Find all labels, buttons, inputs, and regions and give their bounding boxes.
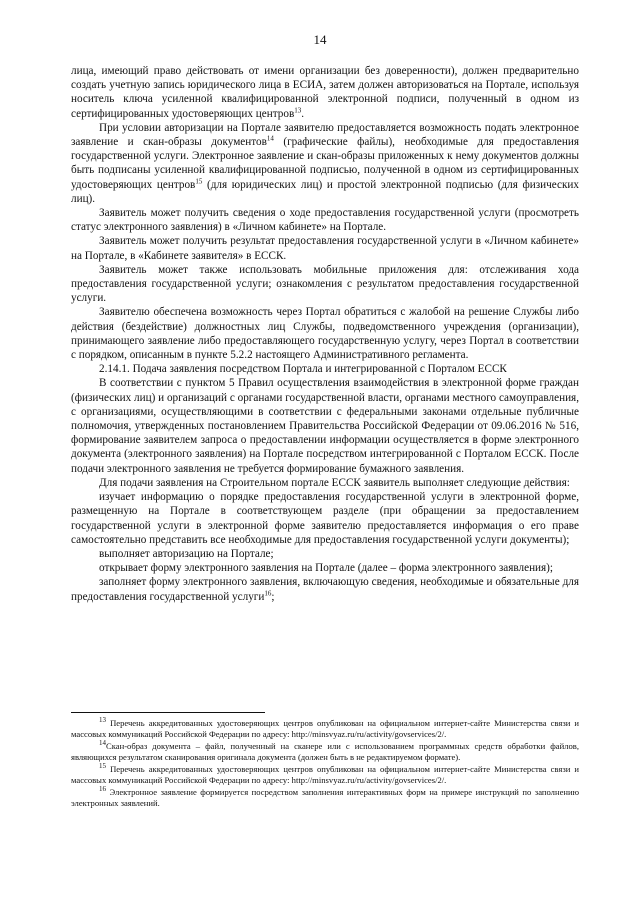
footnote-ref: 13 — [294, 105, 302, 114]
footnote-ref: 16 — [264, 588, 272, 597]
footnote-number: 15 — [99, 762, 106, 771]
page-number: 14 — [313, 32, 327, 47]
footnote-ref: 14 — [266, 134, 274, 143]
paragraph: Заявитель может получить сведения о ходе предоставления государственной услуги (просмотреть статус электронного заявления) в «Личном кабинете» на Портале. — [71, 207, 579, 234]
footnote: $^{16}$ Электронное заявление формируется посредством заполнения интерактивных форм на примере инструкций по заполнению электронных заявлений. — [71, 785, 579, 808]
paragraph: лица, имеющий право действовать от имени организации без доверенности), должен предварительно создать учетную запись юридического лица в ЕСИА, затем должен авторизоваться на Портале, используя носитель ключа усиленной квалифицированной электронной подписи, полученный в одном из сертифицированных удостоверяющих центров$^{13}$. — [71, 65, 579, 120]
list-item: изучает информацию о порядке предоставления государственной услуги в электронной форме, размещенную на Портале в соответствующем разделе (при обращении за предоставлением государственной услуги в электронной форме заявителю предоставляется информация о его праве самостоятельно представить все необходимые для предоставления государственной услуги документы); — [71, 491, 579, 546]
footnote: $^{13}$ Перечень аккредитованных удостоверяющих центров опубликован на официальном интернет-сайте Министерства связи и массовых коммуникаций Российской Федерации по адресу: http://minsvyaz.ru/ru/activity/govservices/2/. — [71, 716, 579, 739]
paragraph: Заявитель может также использовать мобильные приложения для: отслеживания хода предоставления государственной услуги; ознакомления с результатом предоставления государственной услуги. — [71, 263, 579, 305]
footnote: $^{14}$Скан-образ документа – файл, полученный на сканере или с использованием программных средств обработки файлов, являющихся результатом сканирования оригинала документа (должен быть в не редактируемом формате). — [71, 739, 579, 762]
list-item: выполняет авторизацию на Портале; — [99, 547, 274, 560]
footnote-number: 16 — [99, 785, 106, 794]
paragraph: При условии авторизации на Портале заявителю предоставляется возможность подать электронное заявление и скан-образы документов$^{14}$ (графические файлы), необходимые для предоставления государственной услуги. Электронное заявление и скан-образы приложенных к нему документов должны быть подписаны усиленной квалифицированной подписью, полученной в одном из сертифицированных удостоверяющих центров$^{15}$ (для юридических лиц) и простой электронной подписью (для физических лиц). — [71, 121, 580, 205]
list-item: заполняет форму электронного заявления, включающую сведения, необходимые и обязательные для предоставления государственной услуги$^{16}$; — [71, 576, 579, 603]
footnotes — [71, 718, 579, 810]
section-heading: 2.14.1. Подача заявления посредством Портала и интегрированной с Порталом ЕССК — [99, 363, 507, 376]
paragraph: В соответствии с пунктом 5 Правил осуществления взаимодействия в электронной форме граждан (физических лиц) и организаций с органами государственной власти, органами местного самоуправления, с организациями, осуществляющими в соответствии с федеральными законами отдельные публичные полномочия, утвержденных постановлением Правительства Российской Федерации от 09.06.2016 № 516, формирование заявителем запроса о предоставлении информации осуществляется в форме электронного документа (электронного заявления) на Портале посредством интегрированной с Порталом ЕССК. После подачи электронного заявления не требуется формирование бумажного заявления. — [71, 377, 579, 475]
footnote-number: 14 — [99, 739, 106, 748]
footnote: $^{15}$ Перечень аккредитованных удостоверяющих центров опубликован на официальном интернет-сайте Министерства связи и массовых коммуникаций Российской Федерации по адресу: http://minsvyaz.ru/ru/activity/govservices/2/. — [71, 762, 579, 785]
paragraph: Для подачи заявления на Строительном портале ЕССК заявитель выполняет следующие действия: — [99, 476, 570, 489]
footnote-separator — [71, 712, 265, 713]
paragraph: Заявителю обеспечена возможность через Портал обратиться с жалобой на решение Службы либо действия (бездействие) должностных лиц Службы, подведомственного учреждения (организации), принимающего заявление либо предоставляющего государственную услугу, через Портал в соответствии с порядком, описанным в пункте 5.2.2 настоящего Административного регламента. — [71, 306, 579, 362]
paragraph: Заявитель может получить результат предоставления государственной услуги в «Личном кабинете» на Портале, в «Кабинете заявителя» в ЕССК. — [71, 235, 579, 262]
footnote-number: 13 — [99, 716, 106, 725]
footnote-ref: 15 — [195, 176, 203, 185]
document-body — [71, 64, 579, 604]
list-item: открывает форму электронного заявления на Портале (далее – форма электронного заявления); — [99, 562, 554, 575]
